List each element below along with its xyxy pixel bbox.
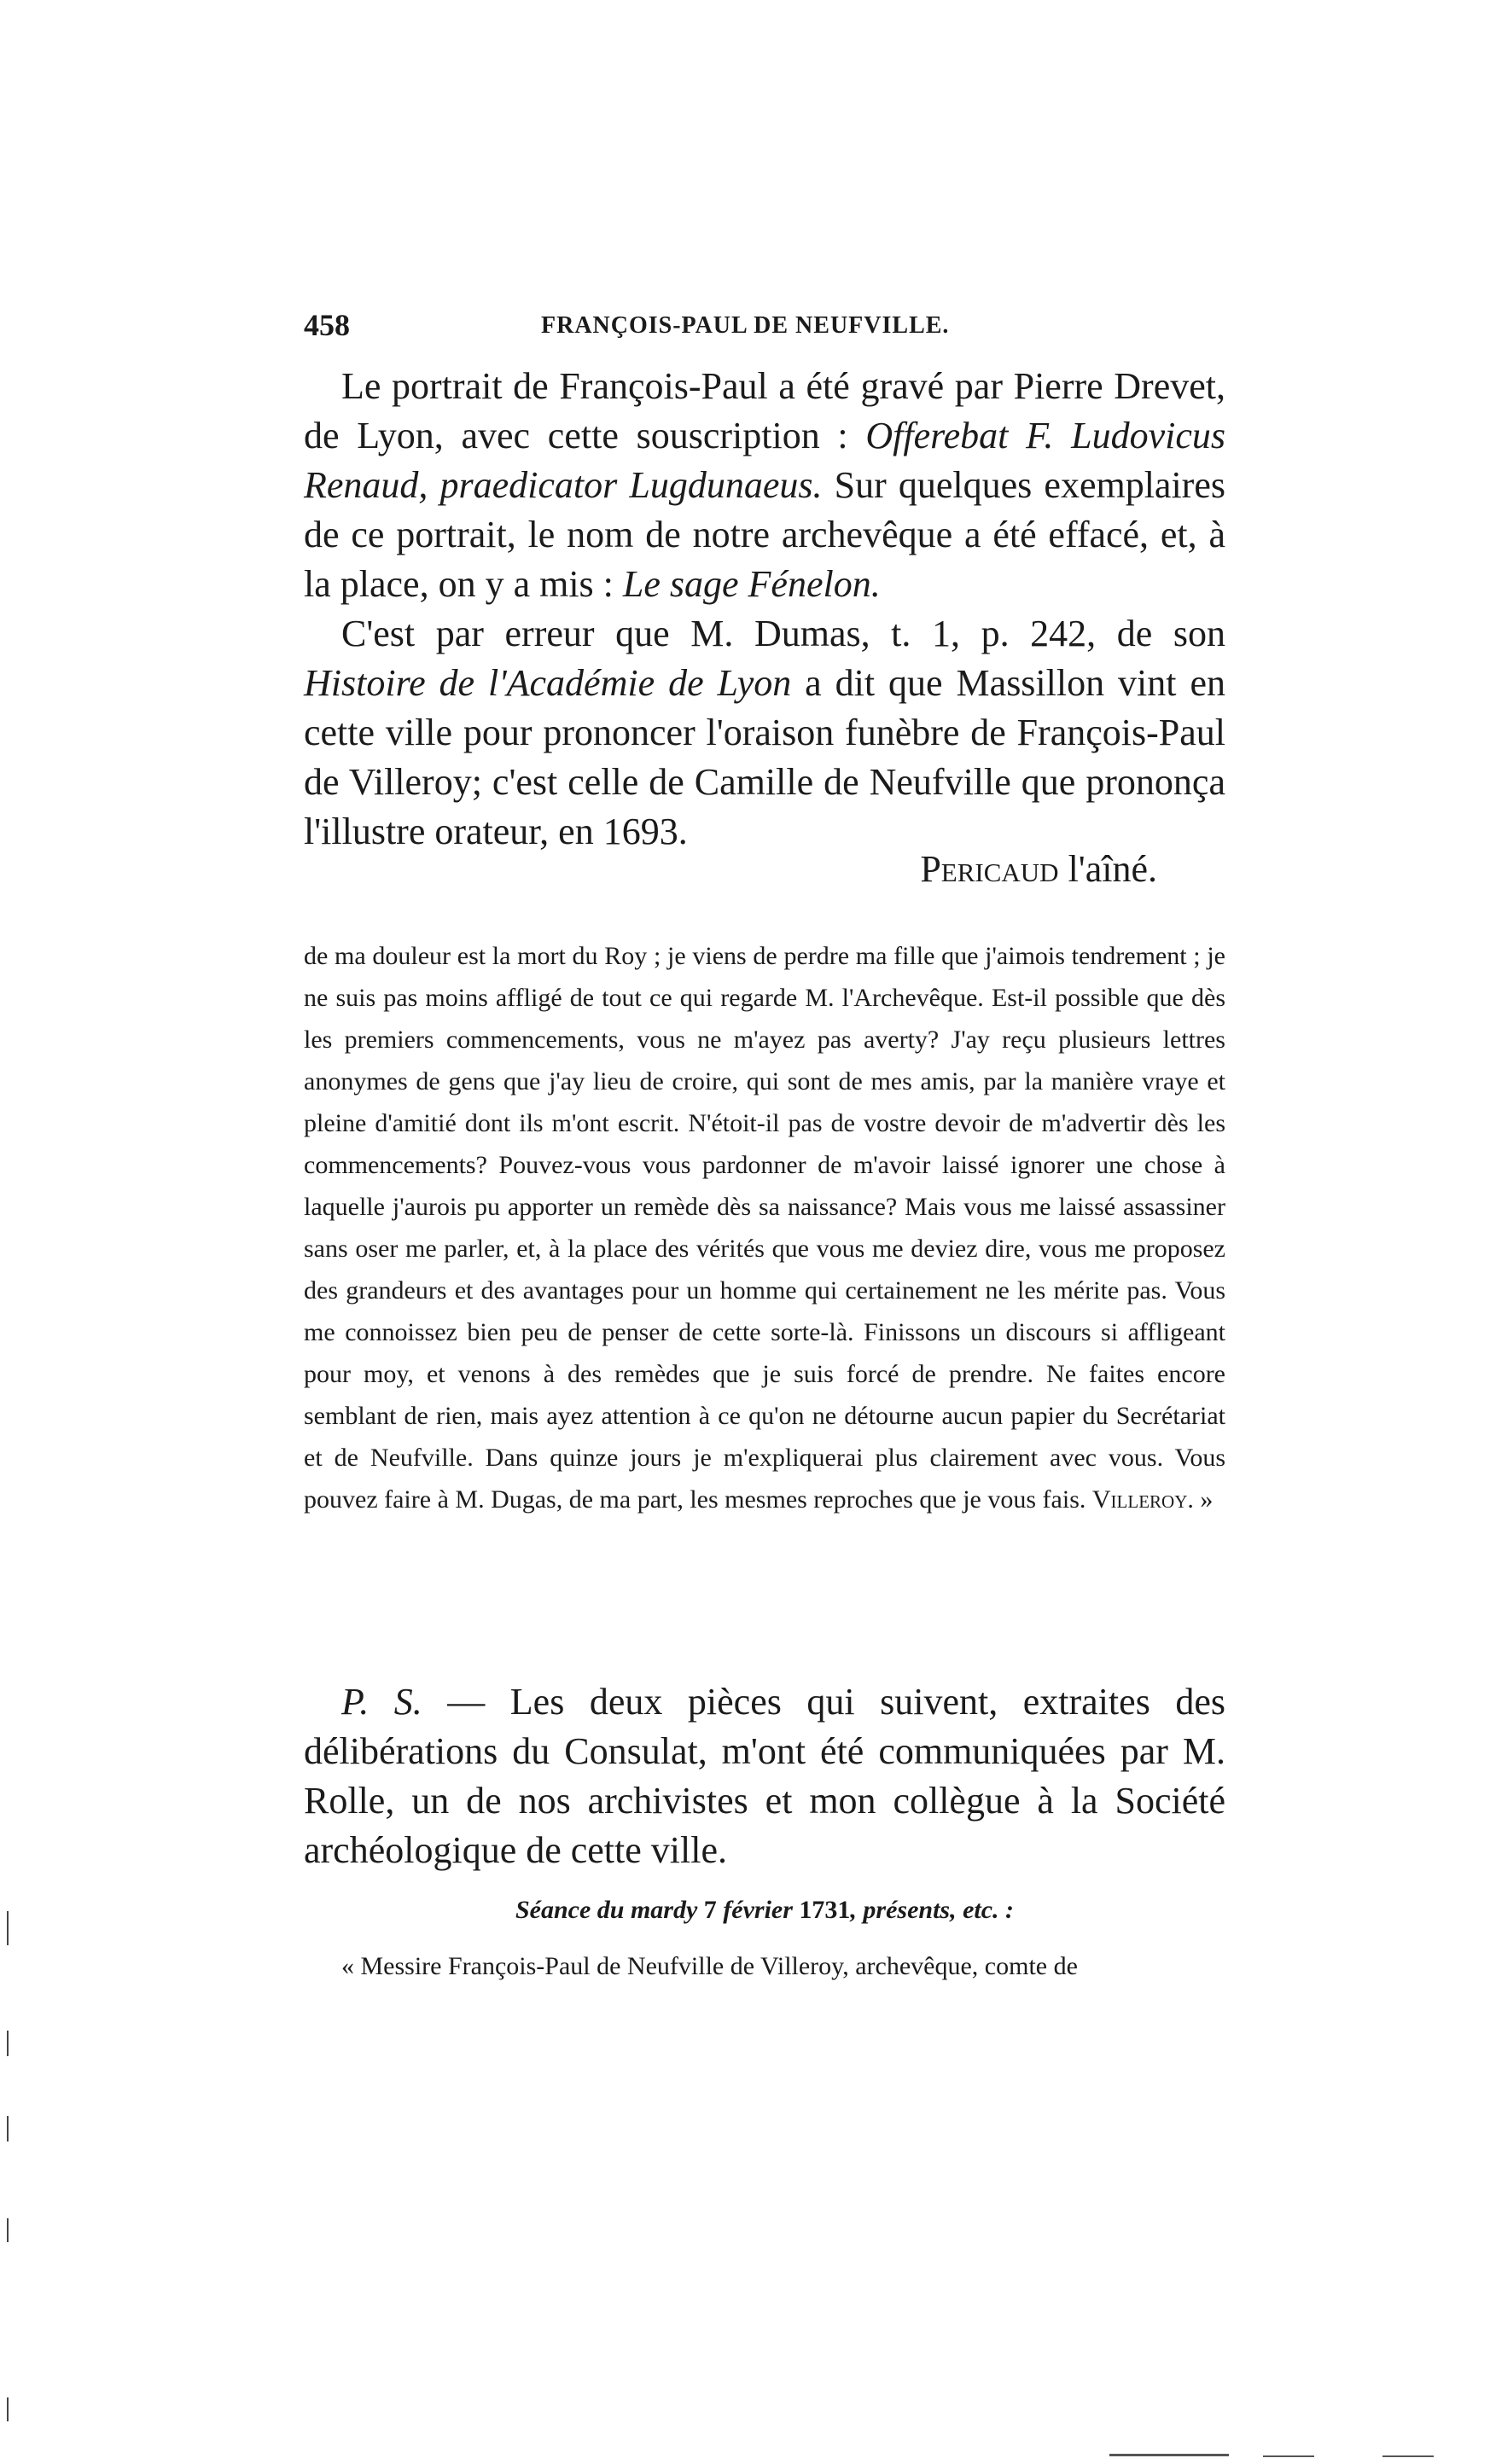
postscript-paragraph (304, 1677, 1225, 1875)
signature-pericaud-name: Pericaud (920, 848, 1059, 890)
seance-heading-month: février (716, 1896, 800, 1924)
paragraph-portrait (304, 362, 1225, 609)
seance-heading-end: , présents, etc. : (850, 1896, 1015, 1924)
scan-margin-mark (7, 2218, 9, 2242)
paragraph-portrait-text: Le portrait de François-Paul a été gravé par Pierre Drevet, de Lyon, avec cette souscription : (304, 365, 1225, 456)
scan-margin-mark (7, 1911, 9, 1945)
signature-pericaud-suffix: l'aîné. (1058, 848, 1157, 890)
fenelon-inscription: Le sage Fénelon. (622, 563, 881, 605)
scan-bottom-mark (1109, 2454, 1229, 2456)
letter-text (304, 935, 1225, 1520)
letter-signature: Villeroy (1091, 1485, 1188, 1514)
postscript-text: — Les deux pièces qui suivent, extraites des délibérations du Consulat, m'ont été communiquées par M. Rolle, un de nos archivistes et mon collègue à la Société archéologique de cette ville. (304, 1681, 1225, 1871)
paragraph-dumas-text: C'est par erreur que M. Dumas, t. 1, p. 242, de son (341, 613, 1225, 654)
letter-close: . » (1187, 1485, 1214, 1514)
postscript-label: P. S. (341, 1681, 422, 1723)
paragraph-dumas (304, 609, 1225, 857)
scan-margin-mark (7, 2397, 9, 2421)
seance-heading-year: 1731 (799, 1896, 851, 1924)
portrait-inscription: Offerebat F. Ludovicus Renaud, praedicator Lugdunaeus. (304, 415, 1225, 506)
signature-pericaud (304, 845, 1225, 894)
paragraph-dumas-text-2: a dit que Massillon vint en cette ville pour prononcer l'oraison funèbre de François-Paul de Villeroy; c'est celle de Camille de Neufville que prononça l'illustre orateur, en 1693. (304, 662, 1225, 852)
letter-body: de ma douleur est la mort du Roy ; je viens de perdre ma fille que j'aimois tendrement ; je ne suis pas moins affligé de tout ce qui regarde M. l'Archevêque. Est-il possible que dès les premiers commencements, vous ne m'ayez pas averty? J'ay reçu plusieurs lettres anonymes de gens que j'ay lieu de croire, qui sont de mes amis, par la manière vraye et pleine d'amitié dont ils m'ont escrit. N'étoit-il pas de vostre devoir de m'advertir dès les commencements? Pouvez-vous vous pardonner de m'avoir laissé ignorer une chose à laquelle j'aurois pu apporter un remède dès sa naissance? Mais vous me laissé assassiner sans oser me parler, et, à la place des vérités que vous me deviez dire, vous me proposez des grandeurs et des avantages pour un homme qui certainement ne les mérite pas. Vous me connoissez bien peu de penser de cette sorte-là. Finissons un discours si affligeant pour moy, et venons à des remèdes que je suis forcé de prendre. Ne faites encore semblant de rien, mais ayez attention à ce qu'on ne détourne aucun papier du Secrétariat et de Neufville. Dans quinze jours je m'expliquerai plus clairement avec vous. Vous pouvez faire à M. Dugas, de ma part, les mesmes reproches que je vous fais. (304, 942, 1225, 1514)
page-number: 458 (304, 308, 350, 342)
seance-heading-a: Séance du mardy (515, 1896, 704, 1924)
page-header (304, 307, 1225, 350)
running-head: FRANÇOIS-PAUL DE NEUFVILLE. (541, 312, 950, 339)
quote-start: « Messire François-Paul de Neufville de Villeroy, archevêque, comte de (341, 1952, 1078, 1980)
seance-heading-day: 7 (703, 1896, 717, 1924)
book-title: Histoire de l'Académie de Lyon (304, 662, 792, 704)
signature-pericaud-line (920, 845, 1157, 894)
scan-bottom-mark (1382, 2455, 1434, 2457)
scan-margin-mark (7, 2031, 9, 2056)
scan-bottom-mark (1263, 2455, 1314, 2457)
seance-heading (304, 1889, 1225, 1931)
paragraph-portrait-text-2: Sur quelques exemplaires de ce portrait, le nom de notre archevêque a été effacé, et, à la place, on y a mis : (304, 464, 1225, 605)
scan-margin-mark (7, 2116, 9, 2141)
